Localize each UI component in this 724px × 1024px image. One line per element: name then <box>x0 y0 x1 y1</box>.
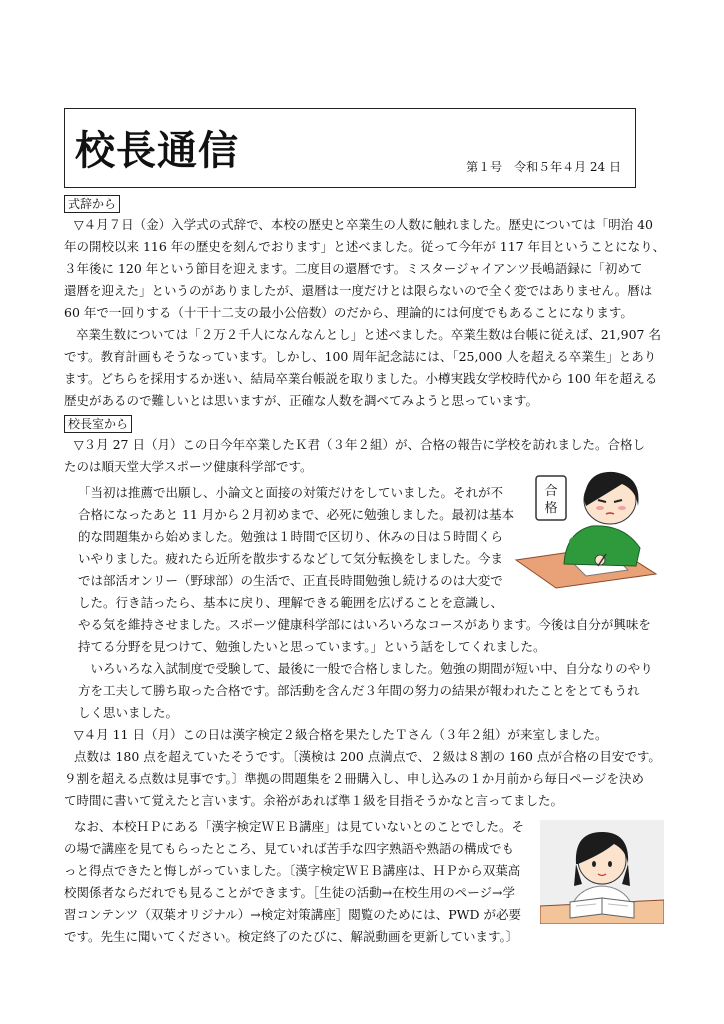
line: ます。どちらを採用するか迷い、結局卒業台帳説を取りました。小樽実践女学校時代から 100 年を超える <box>64 371 658 386</box>
page-title: 校長通信 <box>75 128 239 174</box>
header-box <box>64 108 636 188</box>
line: ▽４月 11 日（月）この日は漢字検定２級合格を果たしたＴさん（３年２組）が来室しました。 <box>74 727 608 742</box>
line: の場で講座を見てもらったところ、見ていれば苦手な四字熟語や熟語の構成でも <box>64 841 515 856</box>
line: 習コンテンツ（双葉オリジナル）→検定対策講座］閲覧のためには、PWD が必要 <box>64 907 521 922</box>
reading-girl-illustration <box>540 820 664 924</box>
line: 還暦を迎えた」というのがありましたが、還暦は一度だけとは限らないので全く変ではありません。暦は <box>64 283 653 298</box>
line: 「当初は推薦で出願し、小論文と面接の対策だけをしていました。それが不 <box>78 485 504 500</box>
section-label-shikiji: 式辞から <box>64 195 120 213</box>
line: いやりました。疲れたら近所を散歩するなどして気分転換をしました。今ま <box>78 551 504 566</box>
line: 卒業生数については「２万２千人になんなんとし」と述べました。卒業生数は台帳に従えば、21,907 名 <box>76 327 661 342</box>
line: 持てる分野を見つけて、勉強したいと思っています。」という話をしてくれました。 <box>78 639 546 654</box>
line: です。教育計画もそうなっています。しかし、100 周年記念誌には、「25,000 人を超える卒業生」とあり <box>64 349 657 364</box>
line: ９割を超える点数は見事です。〕準拠の問題集を２冊購入し、申し込みの１か月前から毎日ページを決め <box>64 771 645 786</box>
issue-date: 第１号 令和５年４月 24 日 <box>466 160 621 174</box>
line: なお、本校ＨＰにある「漢字検定ＷＥＢ講座」は見ていないとのことでした。そ <box>74 819 525 834</box>
line: やる気を維持させました。スポーツ健康科学部にはいろいろなコースがあります。今後は自分が興味を <box>78 617 651 632</box>
line: した。行き詰ったら、基本に戻り、理解できる範囲を広げることを意識し、 <box>78 595 504 610</box>
line: ３年後に 120 年という節目を迎えます。二度目の還暦です。ミスタージャイアンツ長嶋語録に「初めて <box>64 261 643 276</box>
line: 的な問題集から始めました。勉強は１時間で区切り、休みの日は５時間くら <box>78 529 504 544</box>
line: 年の開校以来 116 年の歴史を刻んでおります」と述べました。従って今年が 117 年目ということになり、 <box>64 239 666 254</box>
exam-card-char-2: 格 <box>544 501 558 516</box>
line: 歴史があるので難しいとは思いますが、正確な人数を調べてみようと思っています。 <box>64 393 539 408</box>
line: たのは順天堂大学スポーツ健康科学部です。 <box>64 459 313 474</box>
line: 点数は 180 点を超えていたそうです。〔漢検は 200 点満点で、２級は８割の 160 点が合格の目安です。 <box>74 749 661 764</box>
line: ▽３月 27 日（月）この日今年卒業したＫ君（３年２組）が、合格の報告に学校を訪れました。合格し <box>74 437 645 452</box>
line: っと得点できたと悔しがっていました。〔漢字検定ＷＥＢ講座は、ＨＰから双葉高 <box>64 863 521 878</box>
line: 校関係者ならだれでも見ることができます。［生徒の活動→在校生用のページ→学 <box>64 885 515 900</box>
line: では部活オンリー（野球部）の生活で、正直長時間勉強し続けるのは大変で <box>78 573 503 588</box>
line: しく思いました。 <box>78 705 179 720</box>
line: 方を工夫して勝ち取った合格です。部活動を含んだ３年間の努力の結果が報われたことをとてもうれ <box>78 683 640 698</box>
line: いろいろな入試制度で受験して、最後に一般で合格しました。勉強の期間が短い中、自分なりのやり <box>78 661 653 676</box>
line: 合格になったあと 11 月から２月初めまで、必死に勉強しました。最初は基本 <box>78 507 515 522</box>
line: です。先生に聞いてください。検定終了のたびに、解説動画を更新しています。〕 <box>64 929 519 944</box>
line: 60 年で一回りする（十干十二支の最小公倍数）のだから、理論的には何度でもあることになります。 <box>64 305 633 320</box>
line: て時間に書いて覚えたと言います。余裕があれば準１級を目指そうかなと言ってました。 <box>64 793 564 808</box>
line: ▽４月７日（金）入学式の式辞で、本校の歴史と卒業生の人数に触れました。歴史については「明治 40 <box>74 217 653 232</box>
section-label-kochoshitsu: 校長室から <box>64 415 132 433</box>
exam-card-char-1: 合 <box>544 484 558 499</box>
studying-student-illustration <box>514 462 658 590</box>
